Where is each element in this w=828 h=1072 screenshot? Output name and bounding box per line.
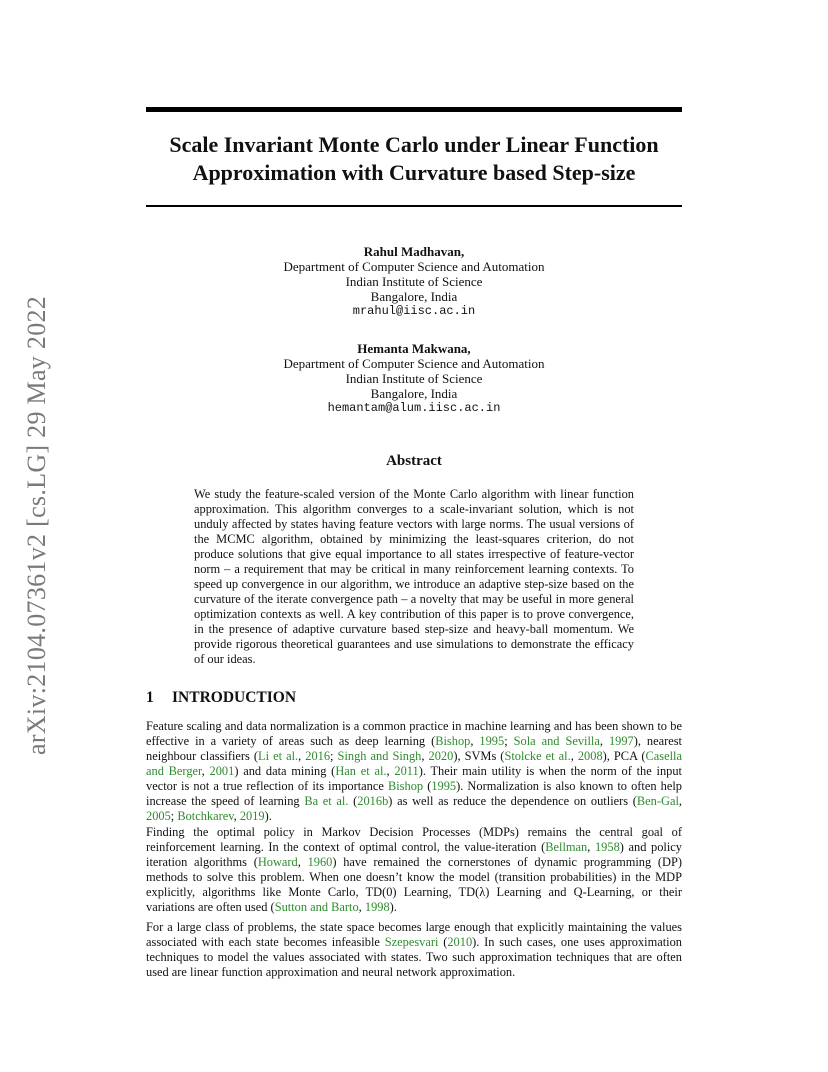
arxiv-identifier: arXiv:2104.07361v2 [cs.LG] 29 May 2022: [22, 295, 51, 755]
citation-link[interactable]: Szepesvari: [384, 935, 439, 949]
author-city: Bangalore, India: [370, 289, 458, 304]
text-span: ,: [358, 900, 365, 914]
citation-link[interactable]: 1997: [608, 734, 634, 748]
author-email: hemantam@alum.iisc.ac.in: [327, 401, 501, 415]
title-top-rule: [146, 107, 682, 112]
abstract-heading: Abstract: [386, 453, 442, 469]
citation-link[interactable]: 2016b: [357, 794, 389, 808]
section-number: 1: [146, 689, 154, 706]
text-span: ,: [201, 764, 210, 778]
text-span: ), nearest neighbour classifiers (: [146, 734, 682, 763]
text-span: ,: [570, 749, 578, 763]
citation-link[interactable]: 2005: [146, 809, 171, 823]
text-span: ), PCA (: [602, 749, 646, 763]
author-city: Bangalore, India: [370, 386, 458, 401]
title-line-2: Approximation with Curvature based Step-size: [192, 160, 636, 185]
text-span: Feature scaling and data normalization is a common practice in machine learning and has been shown to be effective in a variety of areas such as deep learning (: [146, 719, 682, 748]
section-heading: [146, 689, 296, 707]
text-span: ) and policy iteration algorithms (: [146, 840, 683, 869]
citation-link[interactable]: 2011: [394, 764, 419, 778]
citation-link[interactable]: Sola and Sevilla: [513, 734, 600, 748]
citation-link[interactable]: Bishop: [435, 734, 471, 748]
text-span: (: [438, 935, 448, 949]
author-institute: Indian Institute of Science: [345, 274, 483, 289]
citation-link[interactable]: Han et al.: [335, 764, 387, 778]
text-span: ,: [298, 749, 306, 763]
author-name: Rahul Madhavan,: [363, 244, 465, 259]
text-span: ,: [678, 794, 682, 808]
citation-link[interactable]: Bellman: [545, 840, 588, 854]
intro-paragraph-2: [146, 825, 682, 915]
citation-link[interactable]: 1960: [307, 855, 333, 869]
text-span: ) have remained the cornerstones of dynamic programming (DP) methods to solve this problem. When one doesn’t know the model (transition probabilities) in the MDP explicitly, algorithms like Monte Carlo, TD(0) Learning, TD(λ) Learning and Q-Learning, or their variations are often used (: [146, 855, 682, 914]
citation-link[interactable]: 2020: [428, 749, 454, 763]
citation-link[interactable]: 2001: [209, 764, 235, 778]
author-block-1: [200, 244, 628, 319]
text-span: ). In such cases, one uses approximation techniques to model the values associated with states. Two such approximation techniques that are often used are linear function approximation and neural network approximation.: [146, 935, 682, 979]
citation-link[interactable]: 2008: [577, 749, 603, 763]
text-span: Finding the optimal policy in Markov Decision Processes (MDPs) remains the central goal of reinforcement learning. In the context of optimal control, the value-iteration (: [146, 825, 682, 854]
title-line-1: Scale Invariant Monte Carlo under Linear Function: [169, 132, 659, 157]
abstract-text: We study the feature-scaled version of the Monte Carlo algorithm with linear function approximation. This algorithm converges to a scale-invariant solution, which is not unduly affected by states having feature vectors with large norms. The usual versions of the MCMC algorithm, obtained by minimizing the least-squares criterion, do not produce solutions that give equal importance to all states irrespective of feature-vector norm – a requirement that may be critical in many reinforcement learning contexts. To speed up convergence in our algorithm, we introduce an adaptive step-size based on the curvature of the iterate convergence path – a novelty that may be useful in more general optimization contexts as well. A key contribution of this paper is to prove convergence, in the presence of adaptive curvature based step-size and heavy-ball momentum. We provide rigorous theoretical guarantees and use simulations to demonstrate the efficacy of our ideas.: [194, 487, 634, 666]
text-span: ,: [470, 734, 480, 748]
citation-link[interactable]: 2010: [447, 935, 473, 949]
author-block-2: [200, 341, 628, 416]
text-span: ,: [297, 855, 308, 869]
citation-link[interactable]: 2016: [305, 749, 331, 763]
text-span: (: [348, 794, 358, 808]
text-span: ).: [264, 809, 272, 823]
text-span: ,: [386, 764, 395, 778]
citation-link[interactable]: 1995: [431, 779, 457, 793]
text-span: ,: [233, 809, 240, 823]
citation-link[interactable]: 1958: [594, 840, 620, 854]
text-span: ) as well as reduce the dependence on outliers (: [388, 794, 637, 808]
paper-title: [146, 131, 682, 187]
title-bottom-rule: [146, 205, 682, 207]
text-span: ;: [170, 809, 178, 823]
citation-link[interactable]: Ba et al.: [304, 794, 349, 808]
citation-link[interactable]: 1998: [364, 900, 390, 914]
text-span: ,: [599, 734, 609, 748]
section-title: INTRODUCTION: [172, 689, 297, 706]
citation-link[interactable]: Li et al.: [258, 749, 299, 763]
text-span: ,: [421, 749, 429, 763]
citation-link[interactable]: Singh and Singh: [337, 749, 422, 763]
citation-link[interactable]: Ben-Gal: [636, 794, 679, 808]
text-span: ;: [330, 749, 338, 763]
text-span: ). Normalization is also known to often help increase the speed of learning: [146, 779, 682, 808]
intro-paragraph-1: [146, 719, 682, 824]
citation-link[interactable]: Howard: [257, 855, 298, 869]
author-department: Department of Computer Science and Automation: [283, 356, 545, 371]
text-span: ;: [504, 734, 514, 748]
text-span: ) and data mining (: [234, 764, 336, 778]
citation-link[interactable]: 2019: [239, 809, 265, 823]
author-email: mrahul@iisc.ac.in: [352, 304, 476, 318]
text-span: For a large class of problems, the state space becomes large enough that explicitly maintaining the values associated with each state becomes infeasible: [146, 920, 682, 949]
text-span: ), SVMs (: [453, 749, 505, 763]
citation-link[interactable]: Bishop: [387, 779, 424, 793]
text-span: ,: [587, 840, 595, 854]
intro-paragraph-3: [146, 920, 682, 980]
text-span: ).: [389, 900, 397, 914]
text-span: ). Their main utility is when the norm of the input vector is not a true reflection of its importance: [146, 764, 682, 793]
citation-link[interactable]: Sutton and Barto: [274, 900, 359, 914]
citation-link[interactable]: 1995: [479, 734, 505, 748]
author-department: Department of Computer Science and Automation: [283, 259, 545, 274]
citation-link[interactable]: Casella and Berger: [146, 749, 682, 778]
author-name: Hemanta Makwana,: [357, 341, 471, 356]
citation-link[interactable]: Stolcke et al.: [504, 749, 571, 763]
author-institute: Indian Institute of Science: [345, 371, 483, 386]
citation-link[interactable]: Botchkarev: [177, 809, 234, 823]
text-span: (: [423, 779, 432, 793]
